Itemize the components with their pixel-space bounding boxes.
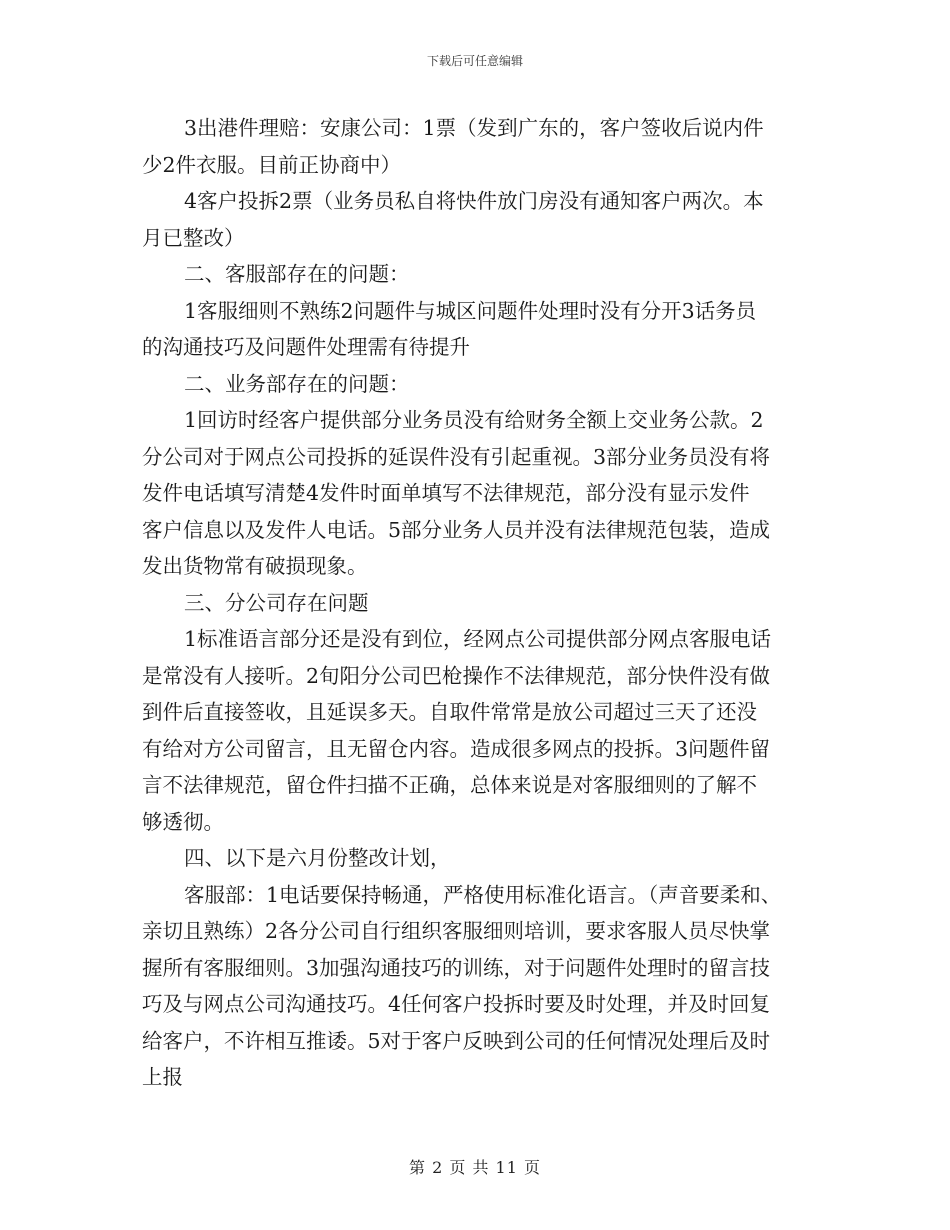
text-line: 给客户，不许相互推诿。5对于客户反映到公司的任何情况处理后及时 xyxy=(142,1028,771,1053)
text-line: 3出港件理赔：安康公司：1票（发到广东的，客户签收后说内件 xyxy=(184,116,764,140)
page-footer: 第 2 页 共 11 页 xyxy=(409,1158,541,1177)
section-heading: 二、客服部存在的问题： xyxy=(184,262,410,286)
text-line: 言不法律规范，留仓件扫描不正确，总体来说是对客服细则的了解不 xyxy=(142,773,757,797)
text-line: 客户信息以及发件人电话。5部分业务人员并没有法律规范包装，造成 xyxy=(142,517,771,542)
text-line: 分公司对于网点公司投拆的延误件没有引起重视。3部分业务员没有将 xyxy=(142,444,771,469)
text-line: 1回访时经客户提供部分业务员没有给财务全额上交业务公款。2 xyxy=(184,408,764,432)
text-line: 客服部：1电话要保持畅通，严格使用标准化语言。（声音要柔和、 xyxy=(184,882,782,907)
text-line: 有给对方公司留言，且无留仓内容。造成很多网点的投拆。3问题件留 xyxy=(142,736,771,761)
document-body xyxy=(142,110,812,1096)
section-heading: 四、以下是六月份整改计划， xyxy=(184,846,451,870)
text-line: 巧及与网点公司沟通技巧。4任何客户投拆时要及时处理，并及时回复 xyxy=(142,992,771,1016)
text-line: 1标准语言部分还是没有到位，经网点公司提供部分网点客服电话 xyxy=(184,627,772,651)
text-line: 1客服细则不熟练2问题件与城区问题件处理时没有分开3话务员 xyxy=(184,298,757,323)
text-line: 上报 xyxy=(142,1065,183,1089)
text-line: 发出货物常有破损现象。 xyxy=(142,554,368,578)
text-line: 够透彻。 xyxy=(142,809,224,834)
text-line: 是常没有人接听。2旬阳分公司巴枪操作不法律规范，部分快件没有做 xyxy=(142,663,771,688)
section-heading: 三、分公司存在问题 xyxy=(184,590,369,615)
page-header: 下载后可任意编辑 xyxy=(426,54,523,68)
text-line: 的沟通技巧及问题件处理需有待提升 xyxy=(142,335,470,359)
text-line: 少2件衣服。目前正协商中） xyxy=(142,152,402,177)
text-line: 4客户投拆2票（业务员私自将快件放门房没有通知客户两次。本 xyxy=(184,189,764,213)
text-line: 握所有客服细则。3加强沟通技巧的训练，对于问题件处理时的留言技 xyxy=(142,955,771,980)
text-line: 月已整改） xyxy=(142,225,245,250)
text-line: 到件后直接签收，且延误多天。自取件常常是放公司超过三天了还没 xyxy=(142,700,757,724)
section-heading: 二、业务部存在的问题： xyxy=(184,371,410,396)
text-line: 亲切且熟练）2各分公司自行组织客服细则培训，要求客服人员尽快掌 xyxy=(142,919,771,943)
text-line: 发件电话填写清楚4发件时面单填写不法律规范，部分没有显示发件 xyxy=(142,481,750,505)
